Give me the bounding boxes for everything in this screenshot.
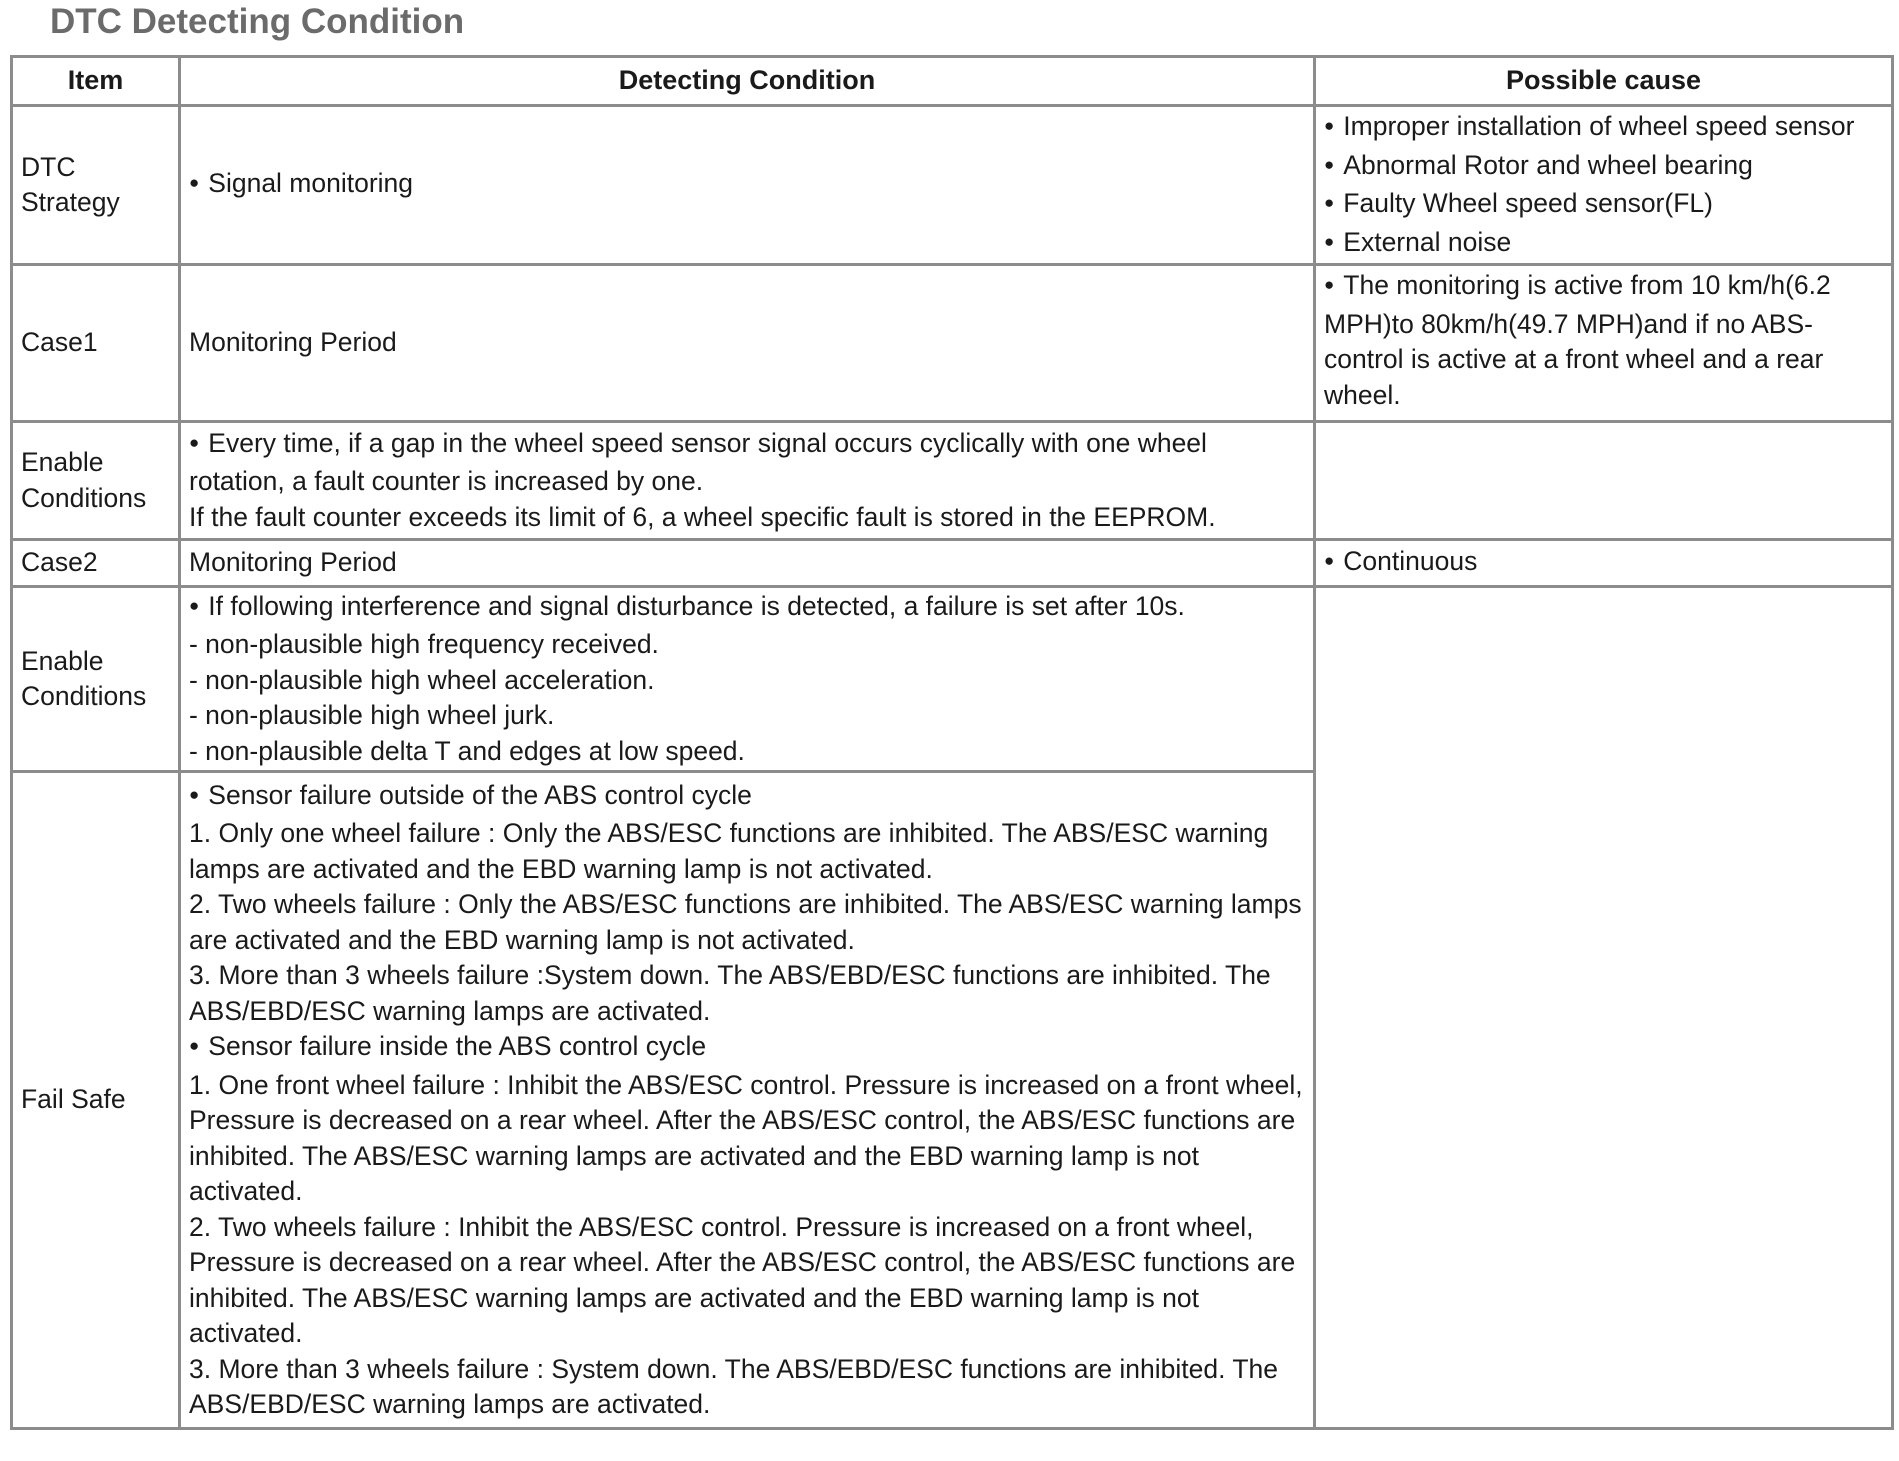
item-label: DTC Strategy: [21, 151, 120, 217]
item-label: Fail Safe: [21, 1084, 126, 1115]
dtc-condition-table: [10, 55, 1894, 1430]
header-item: Item: [12, 57, 180, 106]
item-cell: [12, 587, 180, 772]
table-row-dtc-strategy: [12, 106, 1893, 265]
condition-cell: [180, 422, 1315, 540]
condition-bullet: ● Sensor failure inside the ABS control cycle: [189, 1029, 1305, 1068]
item-cell: [12, 265, 180, 422]
table-row-enable-conditions-1: [12, 422, 1893, 540]
condition-line: 1. One front wheel failure : Inhibit the ABS/ESC control. Pressure is increased on a front wheel, Pressure is decreased on a rear wheel. After the ABS/ESC control, the ABS/ESC functions are inhibited. The ABS/ESC warning lamps are activated and the EBD warning lamp is not activated.: [189, 1069, 1303, 1206]
item-cell: [12, 106, 180, 265]
cause-bullet: ● Faulty Wheel speed sensor(FL): [1324, 186, 1883, 225]
table-row-enable-conditions-2: [12, 587, 1893, 772]
cause-bullet: ● Continuous: [1324, 544, 1883, 583]
condition-cell: [180, 587, 1315, 772]
condition-text: If the fault counter exceeds its limit of 6, a wheel specific fault is stored in the EEPROM.: [189, 501, 1216, 532]
item-label: Enable Conditions: [21, 447, 147, 513]
item-cell: [12, 772, 180, 1429]
condition-cell: [180, 540, 1315, 587]
item-cell: [12, 422, 180, 540]
item-label: Case1: [21, 327, 98, 358]
cause-cell: [1315, 106, 1893, 265]
condition-bullet: ● Every time, if a gap in the wheel speed sensor signal occurs cyclically with one wheel rotation, a fault counter is increased by one.: [189, 426, 1305, 500]
cause-cell: [1315, 265, 1893, 422]
condition-line: 1. Only one wheel failure : Only the ABS/ESC functions are inhibited. The ABS/ESC warning lamps are activated and the EBD warning lamp is not activated.: [189, 818, 1269, 884]
condition-bullet: ● Sensor failure outside of the ABS control cycle: [189, 778, 1305, 817]
header-detecting-condition: Detecting Condition: [180, 57, 1315, 106]
cause-cell: [1315, 422, 1893, 540]
condition-line: 2. Two wheels failure : Only the ABS/ESC functions are inhibited. The ABS/ESC warning lamps are activated and the EBD warning lamp is not activated.: [189, 889, 1302, 955]
condition-cell: [180, 106, 1315, 265]
item-label: Case2: [21, 547, 98, 578]
condition-line: - non-plausible delta T and edges at low speed.: [189, 735, 745, 766]
condition-line: - non-plausible high wheel acceleration.: [189, 664, 655, 695]
cause-bullet: ● The monitoring is active from 10 km/h(6.2 MPH)to 80km/h(49.7 MPH)and if no ABS-control is active at a front wheel and a rear wheel.: [1324, 268, 1883, 413]
cause-bullet: ● External noise: [1324, 225, 1883, 264]
condition-cell: [180, 265, 1315, 422]
cause-cell: [1315, 540, 1893, 587]
header-possible-cause: Possible cause: [1315, 57, 1893, 106]
table-row-case1: [12, 265, 1893, 422]
page-title: DTC Detecting Condition: [50, 2, 465, 41]
condition-bullet: ● Signal monitoring: [189, 166, 1305, 205]
condition-line: 2. Two wheels failure : Inhibit the ABS/ESC control. Pressure is increased on a front wheel, Pressure is decreased on a rear wheel. After the ABS/ESC control, the ABS/ESC functions are inhibited. The ABS/ESC warning lamps are activated and the EBD warning lamp is not activated.: [189, 1211, 1296, 1348]
cause-cell-merged: [1315, 587, 1893, 1429]
table-header-row: [12, 57, 1893, 106]
condition-line: - non-plausible high frequency received.: [189, 629, 659, 660]
cause-bullet: ● Abnormal Rotor and wheel bearing: [1324, 148, 1883, 187]
condition-text: Monitoring Period: [189, 327, 397, 358]
item-cell: [12, 540, 180, 587]
cause-bullet: ● Improper installation of wheel speed sensor: [1324, 109, 1883, 148]
table-row-case2: [12, 540, 1893, 587]
condition-line: - non-plausible high wheel jurk.: [189, 700, 555, 731]
condition-bullet: ● If following interference and signal disturbance is detected, a failure is set after 10s.: [189, 589, 1305, 628]
condition-line: 3. More than 3 wheels failure : System down. The ABS/EBD/ESC functions are inhibited. The ABS/EBD/ESC warning lamps are activated.: [189, 1353, 1279, 1419]
condition-text: Monitoring Period: [189, 547, 397, 578]
condition-cell: [180, 772, 1315, 1429]
condition-line: 3. More than 3 wheels failure :System down. The ABS/EBD/ESC functions are inhibited. The ABS/EBD/ESC warning lamps are activated.: [189, 960, 1271, 1026]
item-label: Enable Conditions: [21, 645, 147, 711]
